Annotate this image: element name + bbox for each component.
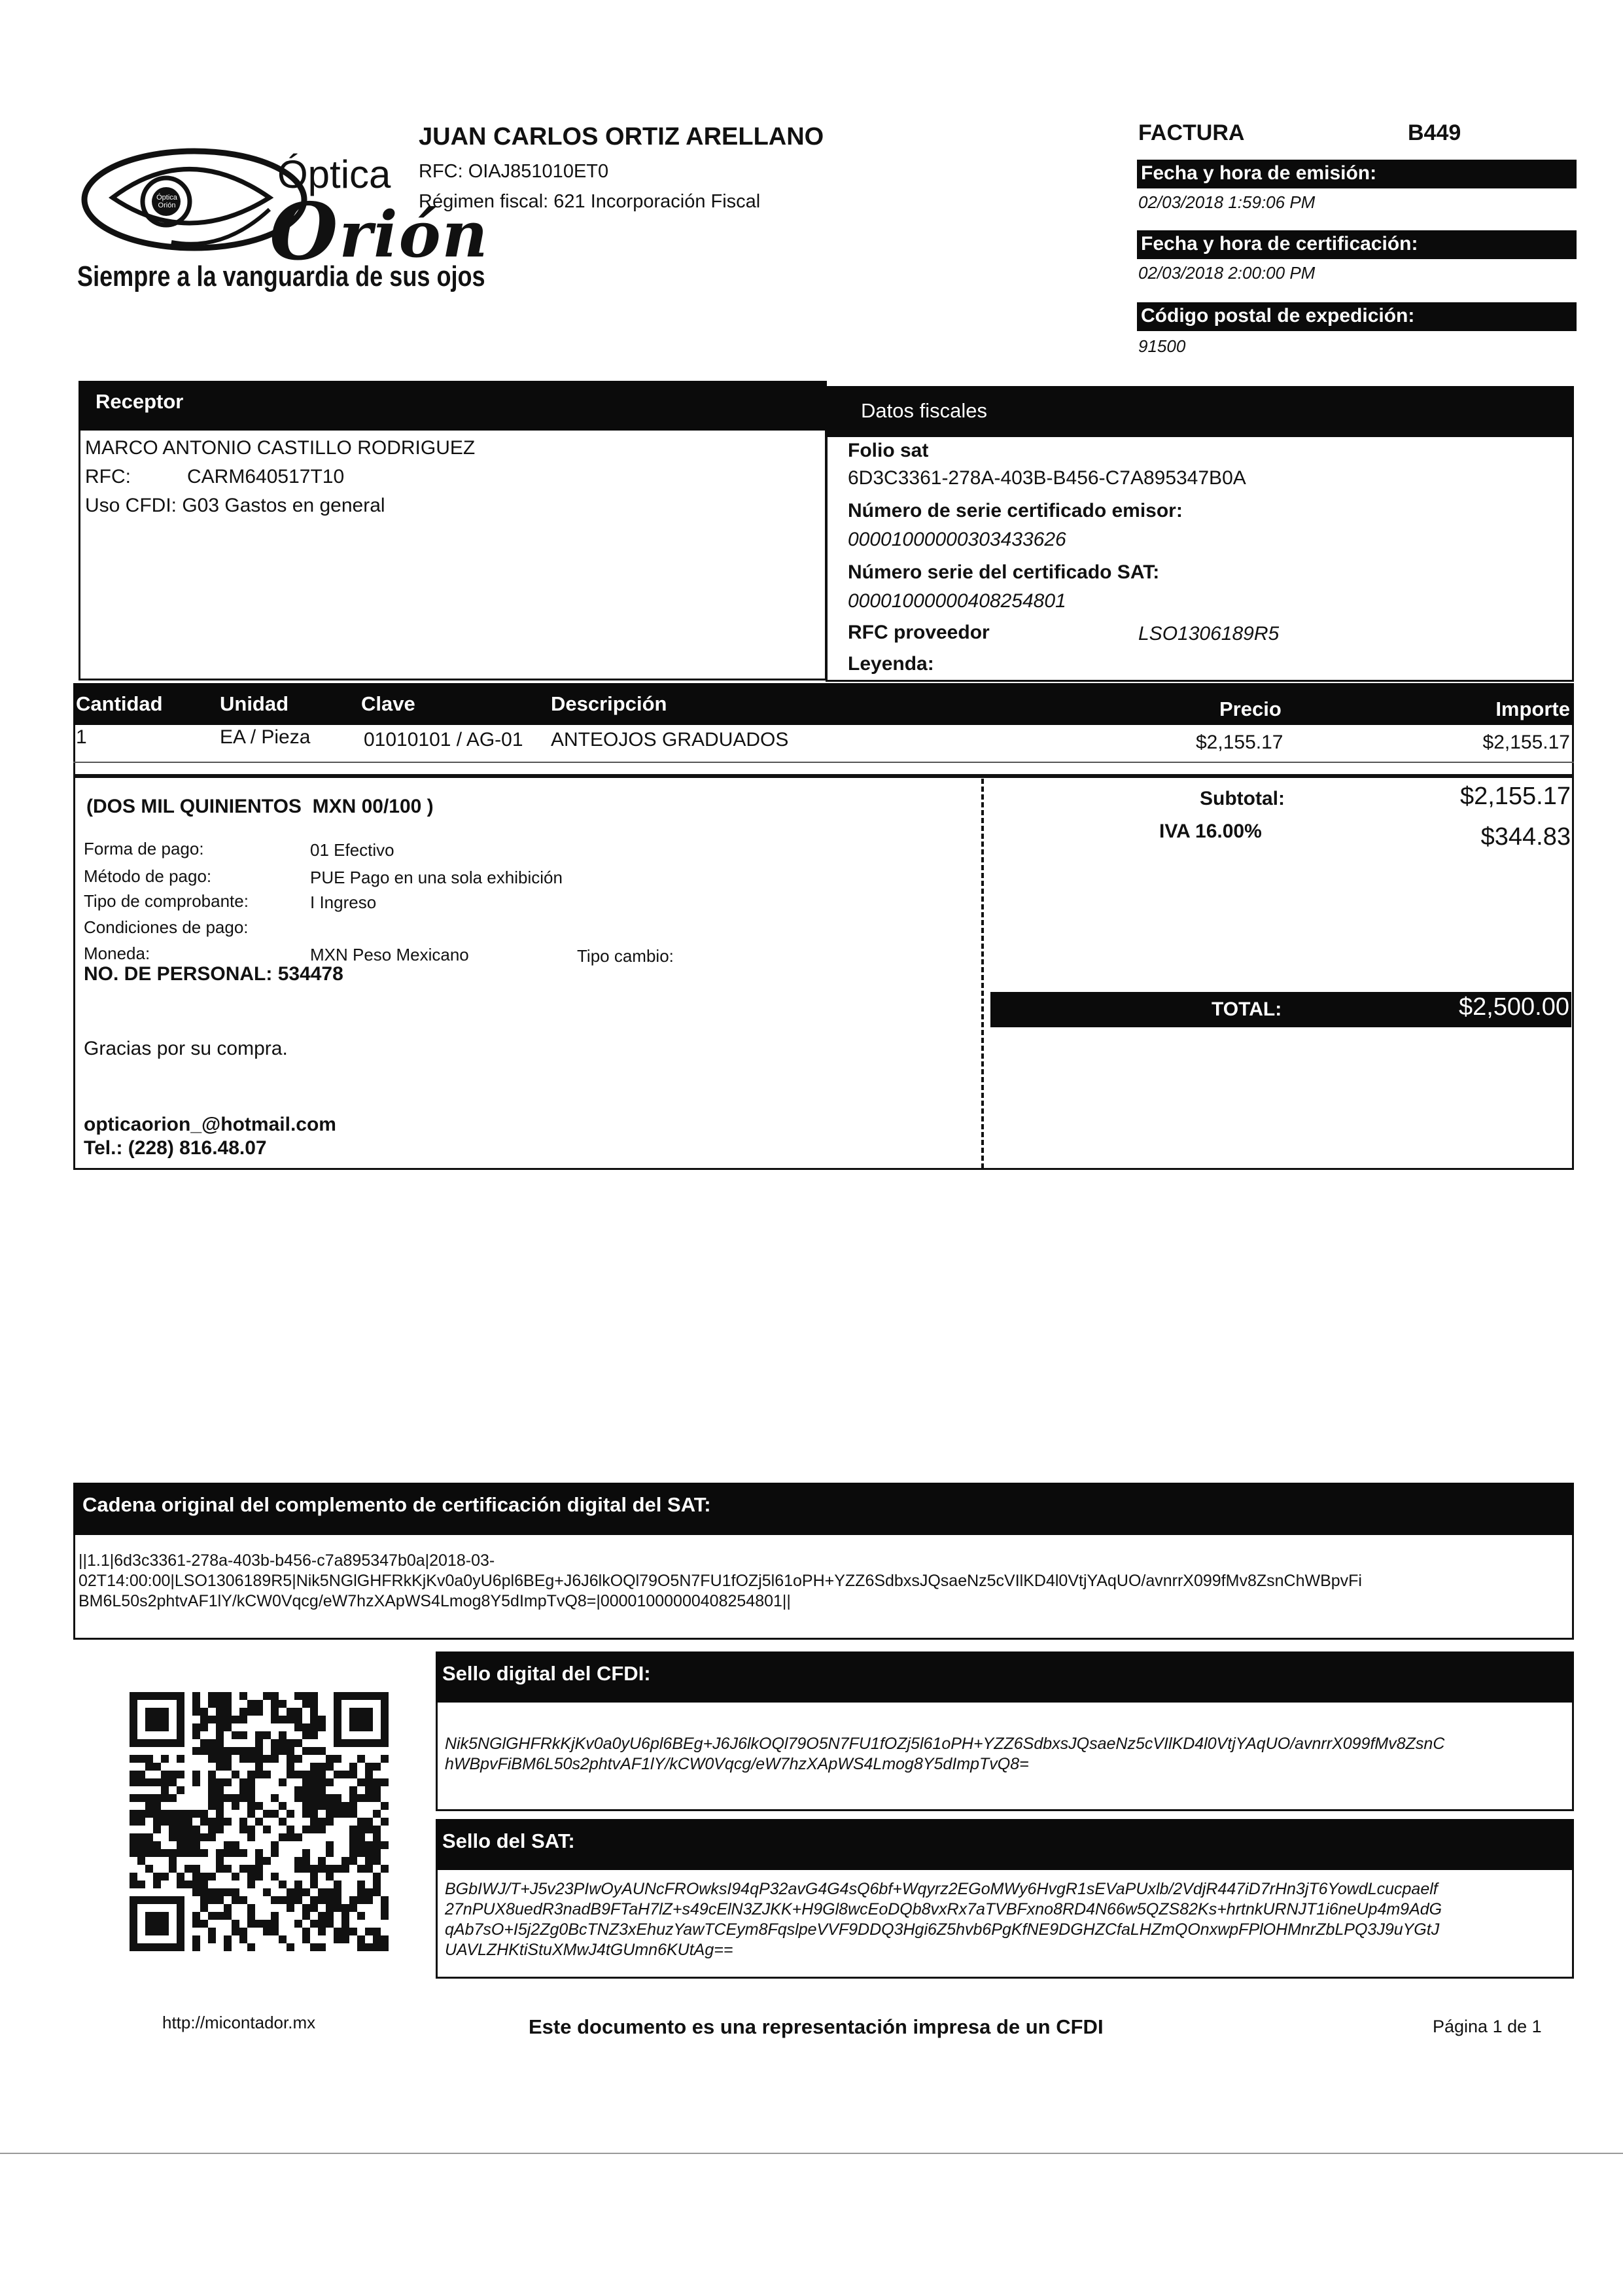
condiciones-label: Condiciones de pago:	[84, 917, 249, 937]
logo-script-o: O	[270, 186, 340, 278]
tipo-comprobante-value: I Ingreso	[310, 892, 377, 912]
sello-sat-line: BGbIWJ/T+J5v23PIwOyAUNcFROwksI94qP32avG4G4sQ6bf+Wqyrz2EGoMWy6HvgR1sEVaPUxlb/2VdjR447iD7rHn3jT6YowdLcucpaelf	[445, 1880, 1438, 1898]
receptor-name: MARCO ANTONIO CASTILLO RODRIGUEZ	[85, 437, 476, 459]
rfc-proveedor-value: LSO1306189R5	[1138, 623, 1280, 645]
receptor-header: Receptor	[79, 381, 827, 431]
cell-unidad: EA / Pieza	[220, 726, 311, 748]
logo-tagline: Siempre a la vanguardia de sus ojos	[77, 260, 485, 292]
cell-cantidad: 1	[76, 726, 87, 748]
page-edge-line	[0, 2153, 1623, 2154]
folio-value: 6D3C3361-278A-403B-B456-C7A895347B0A	[848, 467, 1246, 489]
footer-url: http://micontador.mx	[162, 2013, 316, 2032]
logo-brand-script-text: rión	[339, 198, 489, 272]
contact-email: opticaorion_@hotmail.com	[84, 1114, 336, 1135]
sello-sat-header: Sello del SAT:	[436, 1819, 1574, 1870]
cadena-line: ||1.1|6d3c3361-278a-403b-b456-c7a895347b0a|2018-03-	[79, 1551, 495, 1570]
emisor-name: JUAN CARLOS ORTIZ ARELLANO	[419, 123, 824, 150]
cp-label: Código postal de expedición:	[1137, 302, 1577, 331]
factura-label: FACTURA	[1138, 120, 1245, 145]
footer-pagina: Página 1 de 1	[1433, 2017, 1542, 2036]
serie-sat-label: Número serie del certificado SAT:	[848, 561, 1160, 583]
sello-sat-line: 27nPUX8uedR3nadB9FTaH7lZ+s49cElN3ZJKK+H9Gl8wcEoDQb8vxRx7aTVBFxno8RD4N66w5QZS82Ks+hrtnkURNJT1i6neUp4m9AdG	[445, 1900, 1442, 1918]
col-unidad: Unidad	[220, 692, 289, 715]
forma-pago-value: 01 Efectivo	[310, 840, 394, 860]
sello-sat-line: UAVLZHKtiStuXMwJ4tGUmn6KUtAg==	[445, 1941, 733, 1959]
cadena-line: BM6L50s2phtvAF1lY/kCW0Vqcg/eW7hzXApWS4Lmog8Y5dImpTvQ8=|00001000000408254801||	[79, 1592, 791, 1610]
moneda-label: Moneda:	[84, 944, 150, 963]
logo-brand: Óptica	[277, 152, 391, 196]
cell-descripcion: ANTEOJOS GRADUADOS	[551, 729, 789, 751]
items-divider	[73, 762, 1574, 763]
datos-fiscales-header: Datos fiscales	[826, 386, 1574, 437]
forma-pago-label: Forma de pago:	[84, 839, 204, 858]
sello-cfdi-line: Nik5NGlGHFRkKjKv0a0yU6pl6BEg+J6J6lkOQl79O5N7FU1fOZj5l61oPH+YZZ6SdbxsJQsaeNz5cVIlKD4l0VtjYAqUO/avnrrX099fMv8ZsnC	[445, 1735, 1445, 1753]
col-descripcion: Descripción	[551, 692, 667, 715]
dashed-divider	[981, 779, 984, 1169]
col-precio: Precio	[1219, 698, 1282, 720]
qr-code-icon	[130, 1692, 389, 1951]
certificacion-label: Fecha y hora de certificación:	[1137, 230, 1577, 259]
subtotal-value: $2,155.17	[1459, 783, 1571, 810]
emisor-rfc: RFC: OIAJ851010ET0	[419, 161, 609, 182]
importe-letra: (DOS MIL QUINIENTOS MXN 00/100 )	[86, 796, 434, 817]
sello-cfdi-header: Sello digital del CFDI:	[436, 1651, 1574, 1703]
cadena-header: Cadena original del complemento de certificación digital del SAT:	[73, 1483, 1574, 1535]
certificacion-value: 02/03/2018 2:00:00 PM	[1138, 263, 1316, 283]
col-cantidad: Cantidad	[76, 692, 163, 715]
emisor-regimen: Régimen fiscal: 621 Incorporación Fiscal	[419, 191, 761, 212]
table-row	[73, 725, 1574, 762]
items-table-header	[73, 683, 1574, 725]
logo	[73, 144, 489, 301]
iva-label: IVA 16.00%	[1159, 821, 1262, 842]
serie-sat-value: 00001000000408254801	[848, 590, 1066, 612]
col-importe: Importe	[1495, 698, 1570, 720]
serie-emisor-value: 00001000000303433626	[848, 529, 1066, 550]
cell-precio: $2,155.17	[1196, 732, 1283, 753]
no-personal: NO. DE PERSONAL: 534478	[84, 963, 343, 985]
metodo-pago-value: PUE Pago en una sola exhibición	[310, 868, 563, 887]
sello-cfdi-line: hWBpvFiBM6L50s2phtvAF1lY/kCW0Vqcg/eW7hzXApWS4Lmog8Y5dImpTvQ8=	[445, 1755, 1029, 1773]
tipo-cambio-label: Tipo cambio:	[577, 946, 674, 966]
gracias: Gracias por su compra.	[84, 1038, 288, 1059]
cp-value: 91500	[1138, 336, 1186, 356]
sello-cfdi-text	[445, 1734, 1567, 1775]
tipo-comprobante-label: Tipo de comprobante:	[84, 891, 249, 911]
subtotal-label: Subtotal:	[1200, 788, 1285, 809]
moneda-value: MXN Peso Mexicano	[310, 945, 469, 964]
receptor-rfc-value: CARM640517T10	[187, 466, 345, 487]
leyenda-label: Leyenda:	[848, 653, 934, 675]
folio-label: Folio sat	[848, 440, 929, 461]
serie-emisor-label: Número de serie certificado emisor:	[848, 500, 1183, 521]
total-label: TOTAL:	[1212, 998, 1282, 1020]
emision-value: 02/03/2018 1:59:06 PM	[1138, 192, 1316, 212]
total-value: $2,500.00	[1458, 993, 1569, 1021]
iva-value: $344.83	[1480, 823, 1571, 851]
cell-importe: $2,155.17	[1482, 732, 1570, 753]
qr-code	[130, 1692, 389, 1951]
sello-sat-text	[445, 1879, 1567, 1960]
receptor-rfc-label: RFC:	[85, 466, 131, 487]
metodo-pago-label: Método de pago:	[84, 866, 212, 886]
cell-clave: 01010101 / AG-01	[364, 729, 523, 751]
logo-mark-text: Óptica Orión	[156, 194, 177, 209]
contact-tel: Tel.: (228) 816.48.07	[84, 1137, 267, 1159]
sello-sat-line: qAb7sO+I5j2Zg0BcTNZ3xEhuzYawTCEym8FqslpeVVF9DDQ3Hgi6Z5hvb6PgKfNE9DGHZCfaLHZmQOnxwpFPlOHMnrZbLPQ3J9uYGtJ	[445, 1920, 1440, 1939]
cadena-text	[79, 1551, 1563, 1612]
col-clave: Clave	[361, 692, 415, 715]
rfc-proveedor-label: RFC proveedor	[848, 622, 990, 643]
receptor-uso-cfdi: Uso CFDI: G03 Gastos en general	[85, 495, 385, 516]
footer-leyenda: Este documento es una representación impresa de un CFDI	[529, 2015, 1104, 2038]
factura-serie: B449	[1408, 120, 1461, 145]
cadena-line: 02T14:00:00|LSO1306189R5|Nik5NGlGHFRkKjKv0a0yU6pl6BEg+J6J6lkOQl79O5N7FU1fOZj5l61oPH+YZZ6SdbxsJQsaeNz5cVIlKD4l0VtjYAqUO/avnrrX099fMv8ZsnChWBpvFi	[79, 1572, 1362, 1590]
emision-label: Fecha y hora de emisión:	[1137, 160, 1577, 188]
